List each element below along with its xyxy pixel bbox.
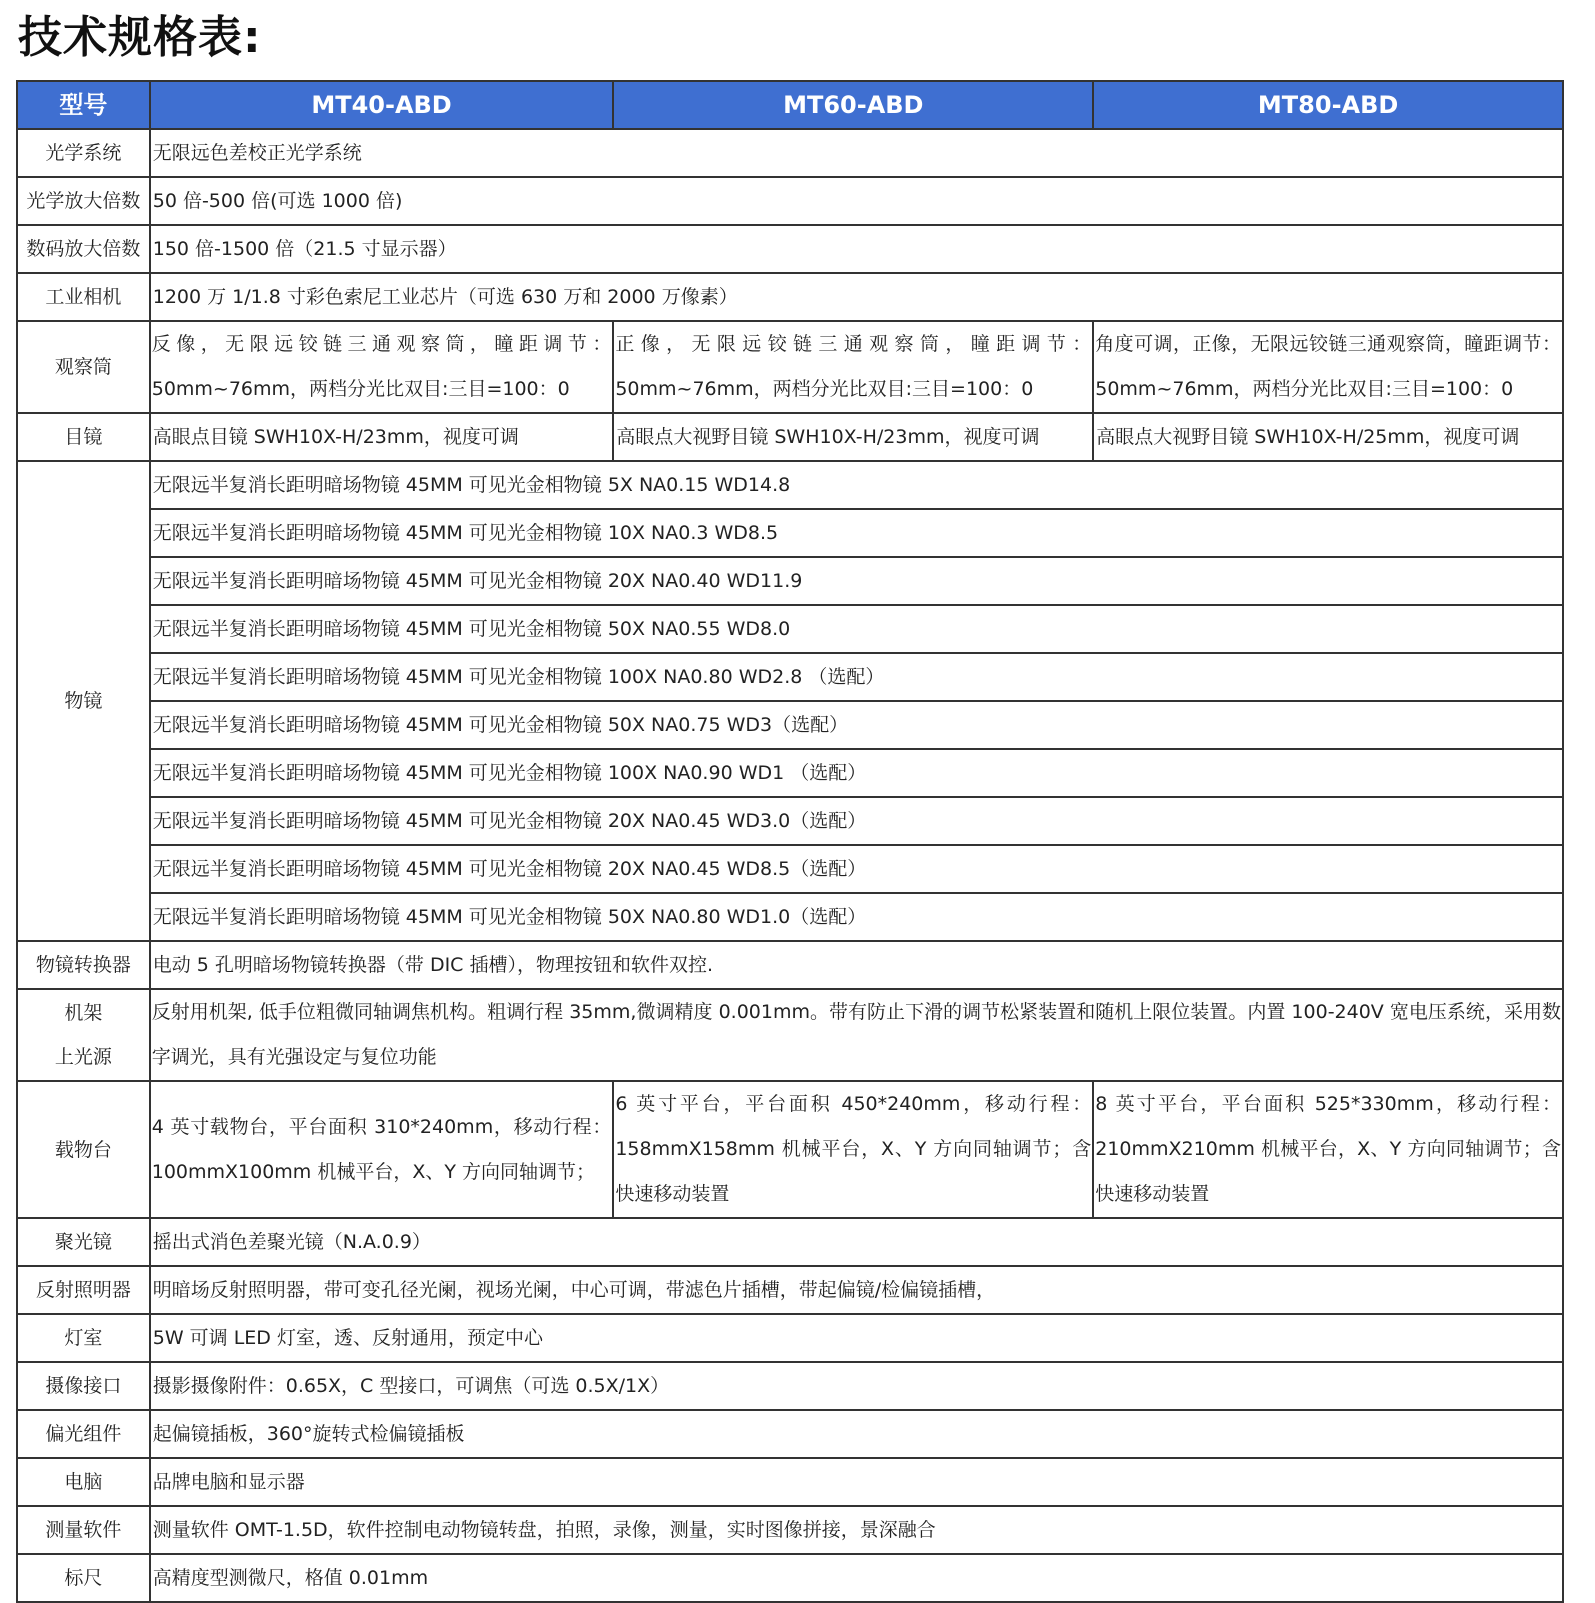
table-row [17,845,1563,893]
row-value: 明暗场反射照明器，带可变孔径光阑，视场光阑，中心可调，带滤色片插槽，带起偏镜/检偏镜插槽， [150,1266,1563,1314]
row-label: 摄像接口 [17,1362,150,1410]
table-row [17,225,1563,273]
table-row [17,1362,1563,1410]
table-row [17,273,1563,321]
row-label: 电脑 [17,1458,150,1506]
table-row [17,1218,1563,1266]
table-row [17,701,1563,749]
table-row [17,129,1563,177]
row-label: 光学放大倍数 [17,177,150,225]
table-row [17,749,1563,797]
table-row [17,1314,1563,1362]
row-label: 物镜 [17,461,150,941]
table-row [17,941,1563,989]
row-label: 数码放大倍数 [17,225,150,273]
model-mt80: MT80-ABD [1093,81,1563,129]
table-row [17,797,1563,845]
table-row [17,1410,1563,1458]
objective-item: 无限远半复消长距明暗场物镜 45MM 可见光金相物镜 20X NA0.45 WD3.0（选配） [150,797,1563,845]
row-label-frame: 机架 [64,1002,103,1024]
objective-item: 无限远半复消长距明暗场物镜 45MM 可见光金相物镜 10X NA0.3 WD8.5 [150,509,1563,557]
model-header: 型号 [17,81,150,129]
objective-item: 无限远半复消长距明暗场物镜 45MM 可见光金相物镜 100X NA0.80 WD2.8 （选配） [150,653,1563,701]
row-label: 物镜转换器 [17,941,150,989]
row-value: 起偏镜插板，360°旋转式检偏镜插板 [150,1410,1563,1458]
table-row [17,1458,1563,1506]
row-label: 偏光组件 [17,1410,150,1458]
table-row [17,413,1563,461]
row-value: 摄影摄像附件：0.65X，C 型接口，可调焦（可选 0.5X/1X） [150,1362,1563,1410]
row-value: 电动 5 孔明暗场物镜转换器（带 DIC 插槽），物理按钮和软件双控. [150,941,1563,989]
spec-table [16,80,1564,1603]
model-mt60: MT60-ABD [613,81,1093,129]
row-value-mt40: 高眼点目镜 SWH10X-H/23mm，视度可调 [150,413,614,461]
table-header-row [17,81,1563,129]
objective-item: 无限远半复消长距明暗场物镜 45MM 可见光金相物镜 50X NA0.80 WD1.0（选配） [150,893,1563,941]
row-label: 载物台 [17,1081,150,1218]
row-value-mt60: 6 英寸平台，平台面积 450*240mm，移动行程：158mmX158mm 机械平台，X、Y 方向同轴调节；含快速移动装置 [613,1081,1093,1218]
table-row [17,321,1563,413]
row-value-mt80: 角度可调，正像，无限远铰链三通观察筒，瞳距调节：50mm~76mm，两档分光比双目:三目=100：0 [1093,321,1563,413]
objective-item: 无限远半复消长距明暗场物镜 45MM 可见光金相物镜 20X NA0.45 WD8.5（选配） [150,845,1563,893]
row-label: 测量软件 [17,1506,150,1554]
row-value: 反射用机架, 低手位粗微同轴调焦机构。粗调行程 35mm,微调精度 0.001mm。带有防止下滑的调节松紧装置和随机上限位装置。内置 100-240V 宽电压系统，采用数字调光，具有光强设定与复位功能 [150,989,1563,1081]
row-label: 目镜 [17,413,150,461]
row-label: 标尺 [17,1554,150,1602]
table-row [17,605,1563,653]
row-value: 无限远色差校正光学系统 [150,129,1563,177]
table-row [17,1554,1563,1602]
row-value: 测量软件 OMT-1.5D，软件控制电动物镜转盘，拍照，录像，测量，实时图像拼接，景深融合 [150,1506,1563,1554]
table-row [17,557,1563,605]
table-row [17,1081,1563,1218]
row-value: 150 倍-1500 倍（21.5 寸显示器） [150,225,1563,273]
objective-item: 无限远半复消长距明暗场物镜 45MM 可见光金相物镜 50X NA0.75 WD3（选配） [150,701,1563,749]
page-title: 技术规格表: [18,12,262,63]
row-value-mt40: 反像，无限远铰链三通观察筒，瞳距调节：50mm~76mm，两档分光比双目:三目=100：0 [150,321,614,413]
table-row [17,653,1563,701]
row-value: 摇出式消色差聚光镜（N.A.0.9） [150,1218,1563,1266]
row-label: 反射照明器 [17,1266,150,1314]
row-label-upper-light: 上光源 [54,1046,112,1068]
table-row [17,509,1563,557]
objective-item: 无限远半复消长距明暗场物镜 45MM 可见光金相物镜 20X NA0.40 WD11.9 [150,557,1563,605]
objective-item: 无限远半复消长距明暗场物镜 45MM 可见光金相物镜 100X NA0.90 WD1 （选配） [150,749,1563,797]
row-label: 光学系统 [17,129,150,177]
table-row [17,989,1563,1081]
row-value-mt60: 正像，无限远铰链三通观察筒，瞳距调节：50mm~76mm，两档分光比双目:三目=100：0 [613,321,1093,413]
row-value: 品牌电脑和显示器 [150,1458,1563,1506]
row-value: 1200 万 1/1.8 寸彩色索尼工业芯片（可选 630 万和 2000 万像素） [150,273,1563,321]
row-value-mt80: 8 英寸平台，平台面积 525*330mm，移动行程：210mmX210mm 机械平台，X、Y 方向同轴调节；含快速移动装置 [1093,1081,1563,1218]
table-row [17,893,1563,941]
row-value: 高精度型测微尺，格值 0.01mm [150,1554,1563,1602]
row-value-mt60: 高眼点大视野目镜 SWH10X-H/23mm，视度可调 [613,413,1093,461]
row-value-mt40: 4 英寸载物台，平台面积 310*240mm，移动行程：100mmX100mm 机械平台，X、Y 方向同轴调节； [150,1081,614,1218]
row-label: 灯室 [17,1314,150,1362]
objective-item: 无限远半复消长距明暗场物镜 45MM 可见光金相物镜 5X NA0.15 WD14.8 [150,461,1563,509]
table-row [17,461,1563,509]
table-row [17,177,1563,225]
table-row [17,1266,1563,1314]
row-value: 5W 可调 LED 灯室，透、反射通用，预定中心 [150,1314,1563,1362]
row-label: 工业相机 [17,273,150,321]
row-label: 聚光镜 [17,1218,150,1266]
row-value-mt80: 高眼点大视野目镜 SWH10X-H/25mm，视度可调 [1093,413,1563,461]
row-label: 观察筒 [17,321,150,413]
row-value: 50 倍-500 倍(可选 1000 倍) [150,177,1563,225]
table-row [17,1506,1563,1554]
model-mt40: MT40-ABD [150,81,614,129]
row-label [17,989,150,1081]
objective-item: 无限远半复消长距明暗场物镜 45MM 可见光金相物镜 50X NA0.55 WD8.0 [150,605,1563,653]
